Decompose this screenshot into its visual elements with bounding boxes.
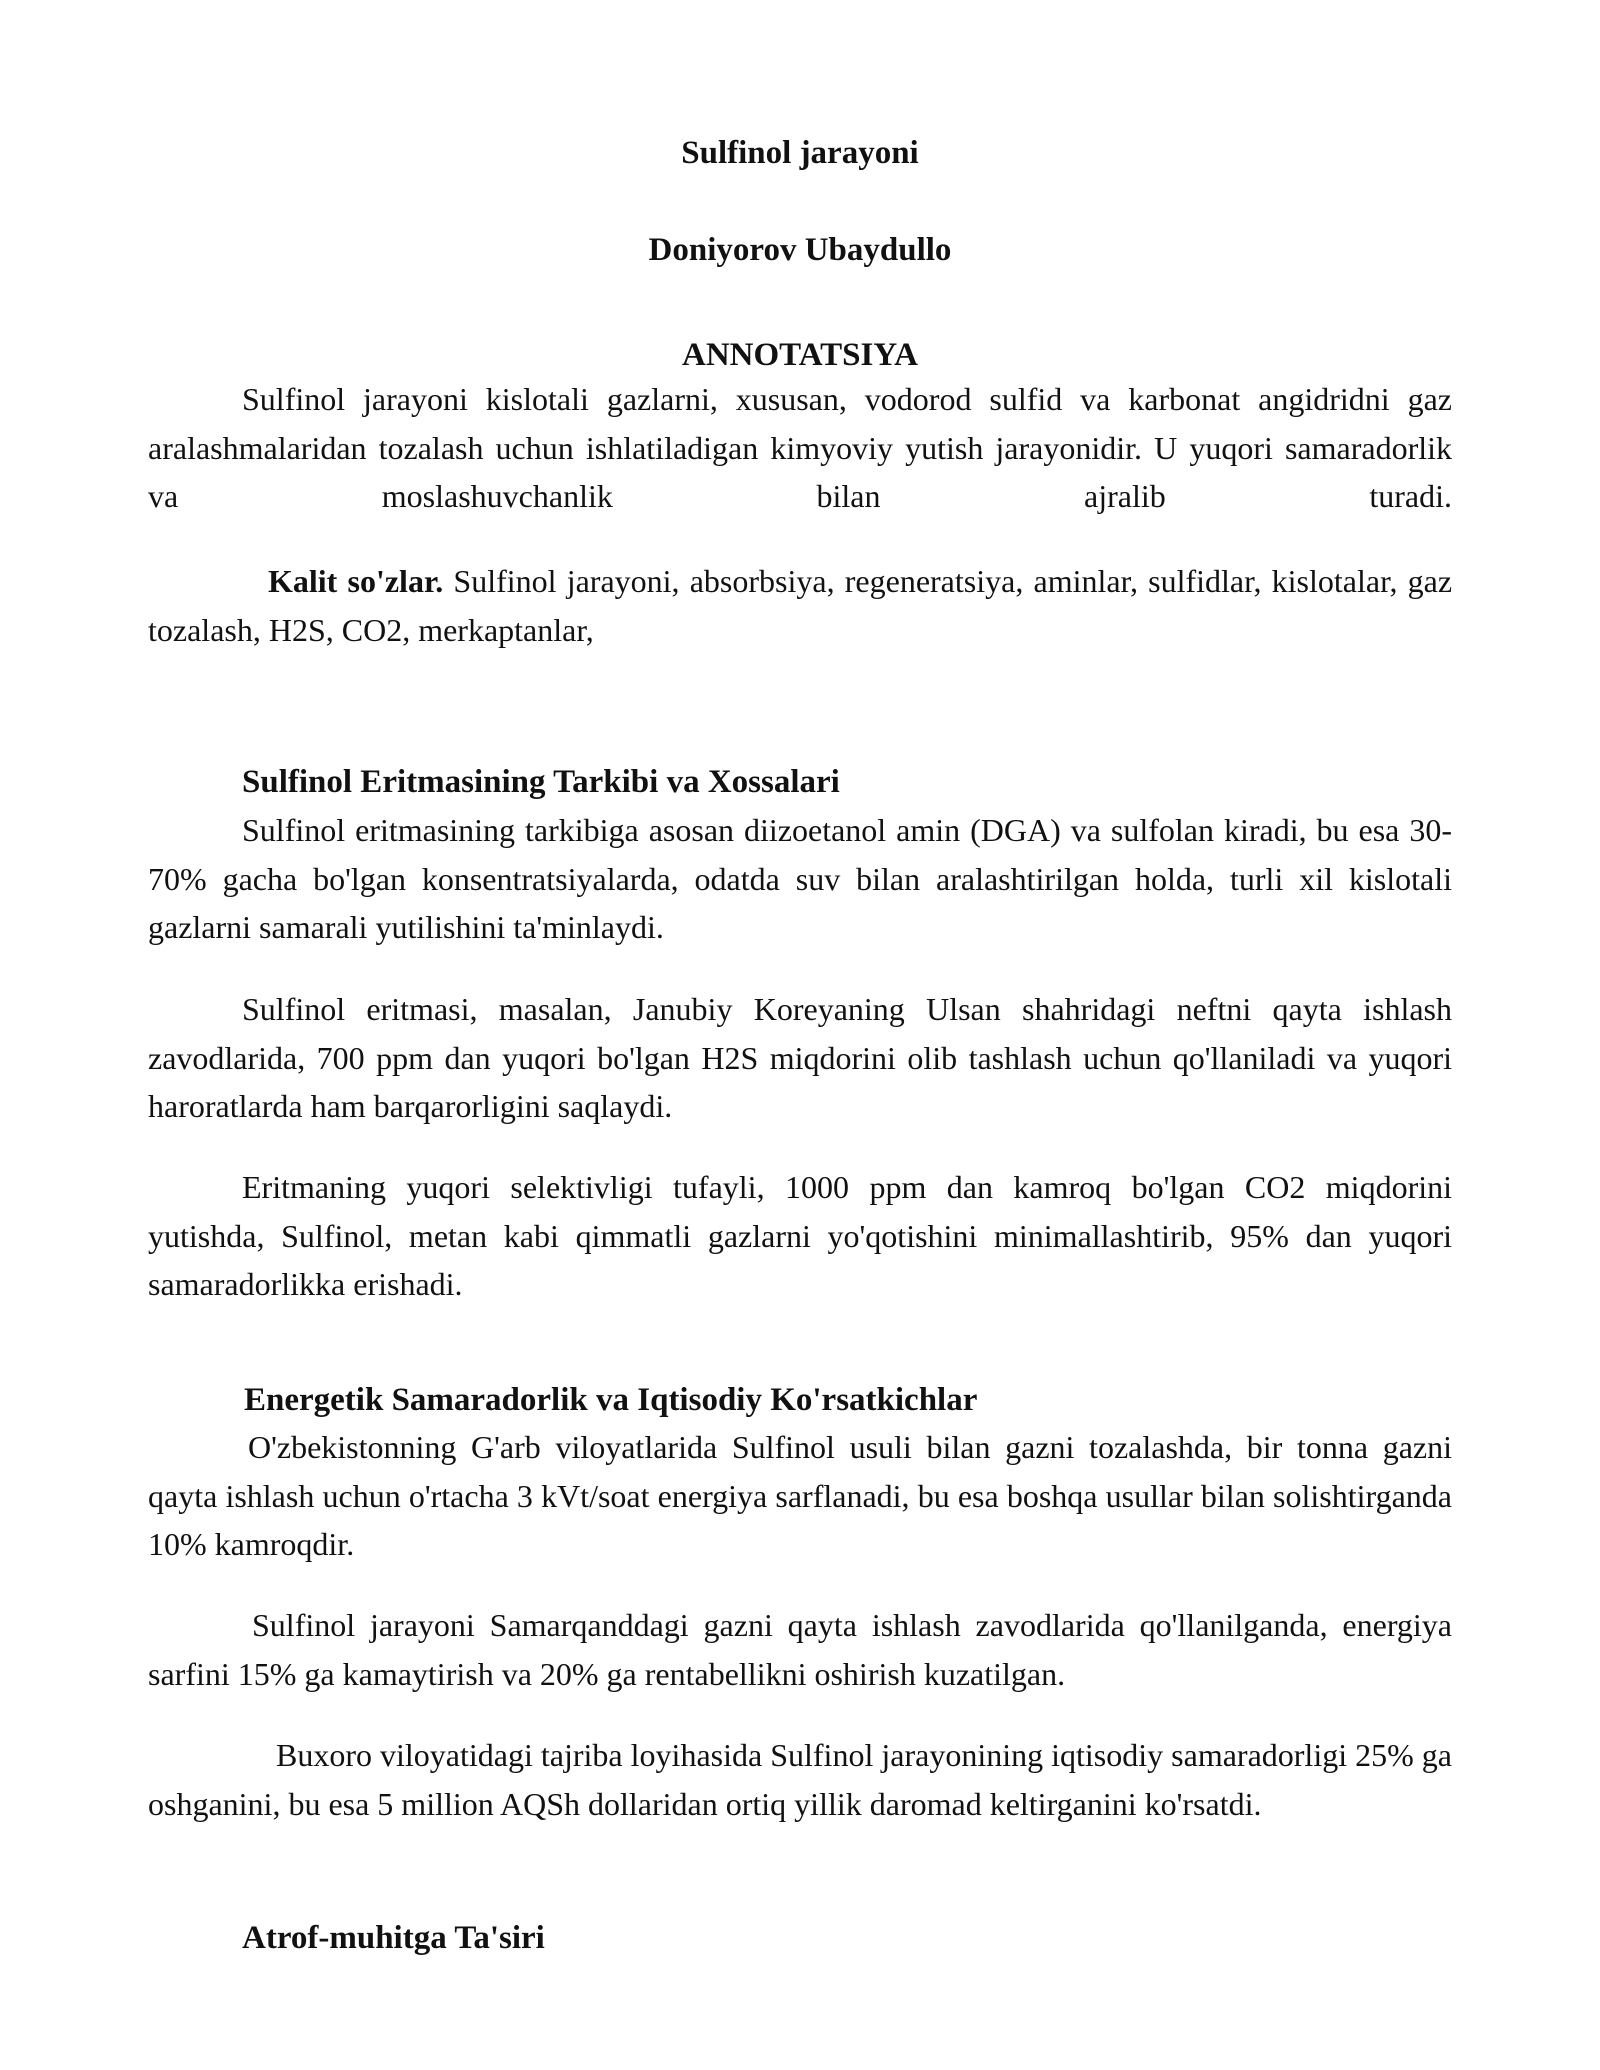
document-page: [148, 0, 1452, 2070]
section-paragraph: O'zbekistonning G'arb viloyatlarida Sulfinol usuli bilan gazni tozalashda, bir tonna gazni qayta ishlash uchun o'rtacha 3 kVt/soat energiya sarflanadi, bu esa boshqa usullar bilan solishtirganda 10% kamroqdir.: [148, 1429, 1452, 1562]
section-heading-composition: Sulfinol Eritmasining Tarkibi va Xossalari: [242, 764, 840, 800]
keywords-list: Sulfinol jarayoni, absorbsiya, regeneratsiya, aminlar, sulfidlar, kislotalar, gaz tozalash, H2S, CO2, merkaptanlar,: [148, 563, 1453, 648]
author-name: Doniyorov Ubaydullo: [648, 232, 952, 268]
keywords-paragraph: [148, 557, 1452, 654]
section-heading-energy: Energetik Samaradorlik va Iqtisodiy Ko'rsatkichlar: [244, 1382, 978, 1418]
section-paragraph: Sulfinol eritmasining tarkibiga asosan diizoetanol amin (DGA) va sulfolan kiradi, bu esa 30-70% gacha bo'lgan konsentratsiyalarda, odatda suv bilan aralashtirilgan holda, turli xil kislotali gazlarni samarali yutilishini ta'minlaydi.: [148, 812, 1452, 945]
abstract-paragraph: Sulfinol jarayoni kislotali gazlarni, xususan, vodorod sulfid va karbonat angidridni gaz aralashmalaridan tozalash uchun ishlatiladigan kimyoviy yutish jarayonidir. U yuqori samaradorlik va moslashuvchanlik bilan ajralib turadi.: [148, 381, 1452, 514]
keywords-label: Kalit so'zlar.: [268, 563, 444, 599]
document-title: Sulfinol jarayoni: [681, 135, 919, 171]
section-paragraph: Buxoro viloyatidagi tajriba loyihasida Sulfinol jarayonining iqtisodiy samaradorligi 25% ga oshganini, bu esa 5 million AQSh dollaridan ortiq yillik daromad keltirganini ko'rsatdi.: [148, 1737, 1452, 1822]
section-paragraph: Sulfinol jarayoni Samarqanddagi gazni qayta ishlash zavodlarida qo'llanilganda, energiya sarfini 15% ga kamaytirish va 20% ga rentabellikni oshirish kuzatilgan.: [148, 1607, 1452, 1692]
section-paragraph: Eritmaning yuqori selektivligi tufayli, 1000 ppm dan kamroq bo'lgan CO2 miqdorini yutishda, Sulfinol, metan kabi qimmatli gazlarni yo'qotishini minimallashtirib, 95% dan yuqori samaradorlikka erishadi.: [148, 1169, 1452, 1302]
section-paragraph: Sulfinol eritmasi, masalan, Janubiy Koreyaning Ulsan shahridagi neftni qayta ishlash zavodlarida, 700 ppm dan yuqori bo'lgan H2S miqdorini olib tashlash uchun qo'llaniladi va yuqori haroratlarda ham barqarorligini saqlaydi.: [148, 991, 1452, 1124]
abstract-heading: ANNOTATSIYA: [682, 337, 918, 373]
section-heading-environment: Atrof-muhitga Ta'siri: [242, 1920, 545, 1956]
